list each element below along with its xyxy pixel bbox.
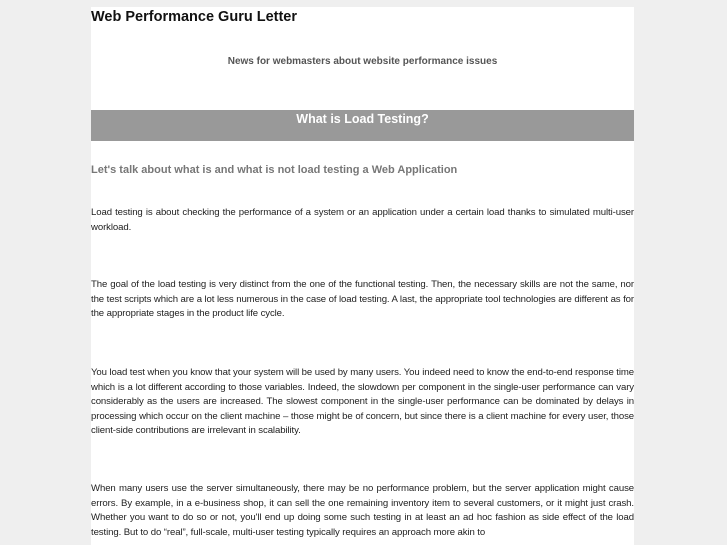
article-title-banner <box>91 110 634 141</box>
article-paragraph: When many users use the server simultaneously, there may be no performance problem, but the server application might cause errors. By example, in a e-business shop, it can sell the one remaining inventory item to several customers, or it might just crash. Whether you want to do so or not, you'll end up doing some such testing in at least an ad hoc fashion as side effect of the load testing. But to do “real”, full-scale, multi-user testing typically requires an approach more akin to <box>91 483 634 538</box>
article-paragraph: Load testing is about checking the performance of a system or an application under a certain load thanks to simulated multi-user workload. <box>91 207 634 233</box>
site-tagline: News for webmasters about website performance issues <box>227 56 498 67</box>
top-strip <box>91 0 634 7</box>
page-content <box>91 0 634 545</box>
site-title[interactable]: Web Performance Guru Letter <box>91 9 298 25</box>
article-paragraph: You load test when you know that your system will be used by many users. You indeed need to know the end-to-end response time which is a lot different according to those variables. Indeed, the slowdown per component in the single-user performance can vary considerably as the users are increased. The slowest component in the single-user performance can be dominated by delays in processing which occur on the client machine – those might be of concern, but since there is a client machine for every user, those client-side contributions are irrelevant in scalability. <box>91 367 634 437</box>
article-title: What is Load Testing? <box>296 112 429 126</box>
article-subheading: Let's talk about what is and what is not load testing a Web Application <box>91 164 458 176</box>
article-paragraph: The goal of the load testing is very distinct from the one of the functional testing. Then, the necessary skills are not the same, nor the test scripts which are a lot less numerous in the case of load testing. A last, the appropriate tool technologies are different as for the appropriate stages in the product life cycle. <box>91 279 634 320</box>
